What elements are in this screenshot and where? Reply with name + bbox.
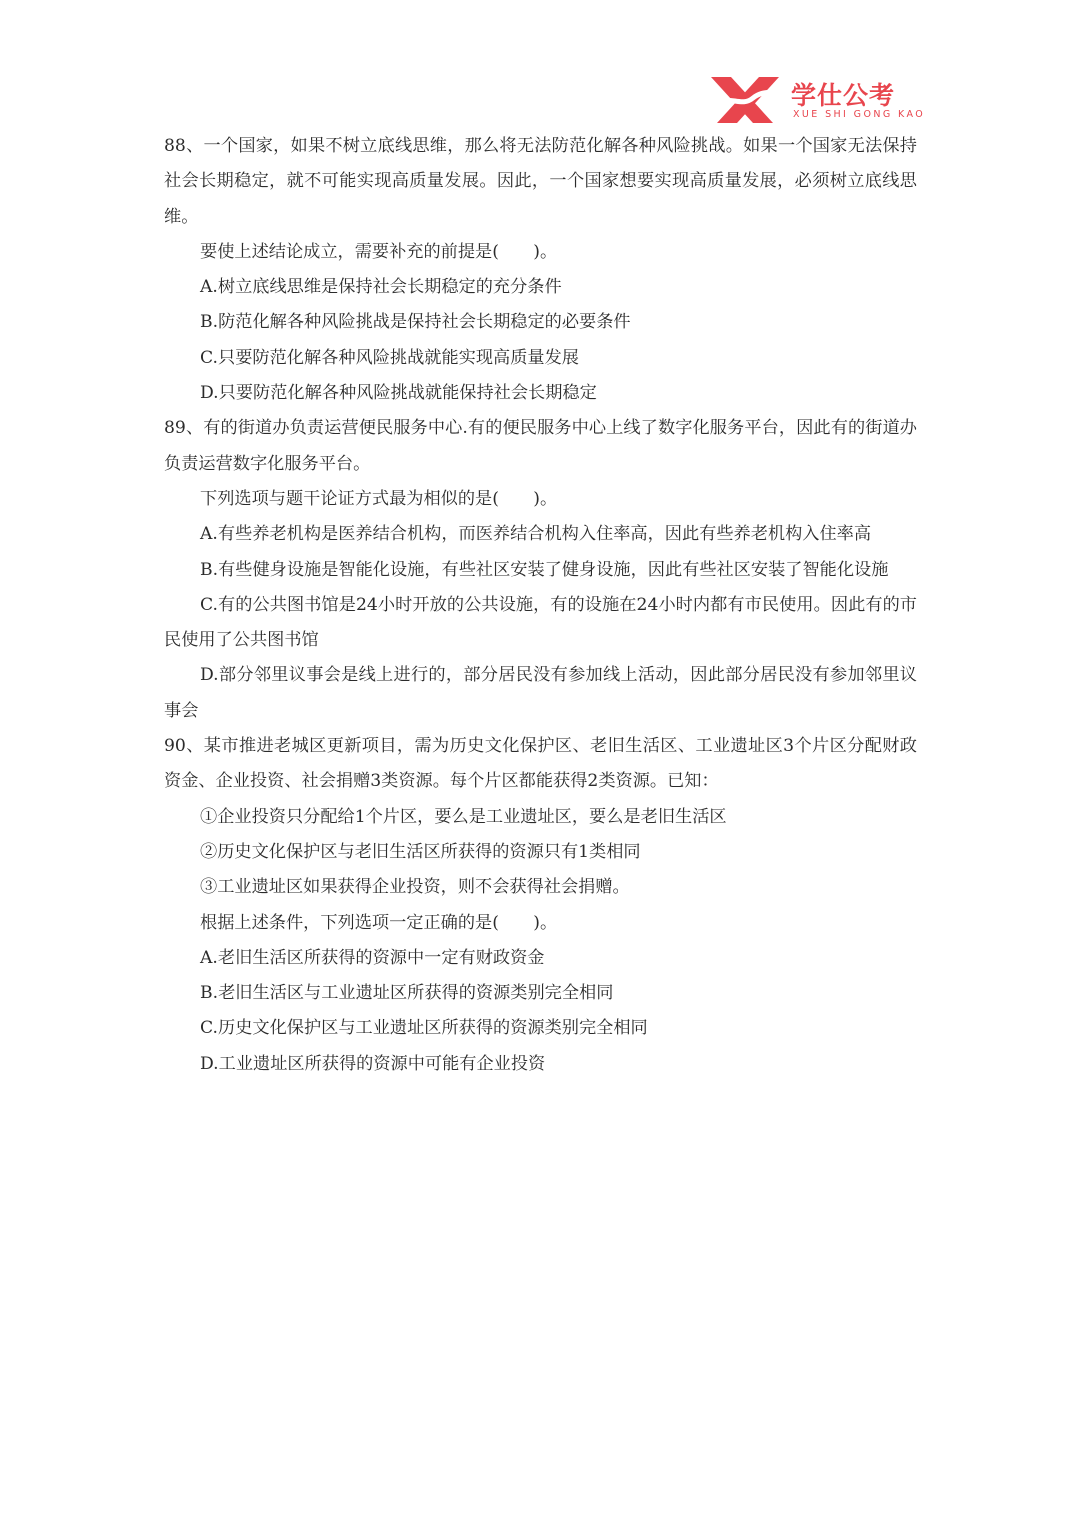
logo-chinese-name: 学仕公考 [791,81,896,110]
question-90-option-b: B.老旧生活区与工业遗址区所获得的资源类别完全相同 [200,983,614,1004]
question-89-option-d: D.部分邻里议事会是线上进行的，部分居民没有参加线上活动，因此部分居民没有参加邻里议事会 [164,665,917,721]
question-90-option-c: C.历史文化保护区与工业遗址区所获得的资源类别完全相同 [200,1018,648,1039]
question-90-condition-1: ①企业投资只分配给1个片区，要么是工业遗址区，要么是老旧生活区 [200,806,727,827]
question-89-option-b: B.有些健身设施是智能化设施，有些社区安装了健身设施，因此有些社区安装了智能化设施 [200,559,889,580]
question-89-prompt: 下列选项与题干论证方式最为相似的是( )。 [200,488,558,509]
question-89-option-c: C.有的公共图书馆是24小时开放的公共设施，有的设施在24小时内都有市民使用。因此有的市民使用了公共图书馆 [164,594,917,651]
question-90-option-d: D.工业遗址区所获得的资源中可能有企业投资 [200,1053,546,1074]
question-88-prompt: 要使上述结论成立，需要补充的前提是( )。 [200,241,558,262]
question-88-option-b: B.防范化解各种风险挑战是保持社会长期稳定的必要条件 [200,312,631,333]
question-90-condition-2: ②历史文化保护区与老旧生活区所获得的资源只有1类相同 [200,841,641,862]
xs-logo-icon [709,74,781,126]
question-90-stem: 90、某市推进老城区更新项目，需为历史文化保护区、老旧生活区、工业遗址区3个片区分配财政资金、企业投资、社会捐赠3类资源。每个片区都能获得2类资源。已知： [164,736,917,792]
brand-logo [709,74,924,126]
question-88-option-c: C.只要防范化解各种风险挑战就能实现高质量发展 [200,347,579,368]
question-88-option-a: A.树立底线思维是保持社会长期稳定的充分条件 [200,277,562,298]
question-89-stem: 89、有的街道办负责运营便民服务中心.有的便民服务中心上线了数字化服务平台，因此有的街道办负责运营数字化服务平台。 [164,418,917,474]
question-90-prompt: 根据上述条件，下列选项一定正确的是( )。 [200,912,558,933]
question-90-option-a: A.老旧生活区所获得的资源中一定有财政资金 [200,947,545,968]
question-88-option-d: D.只要防范化解各种风险挑战就能保持社会长期稳定 [200,383,597,404]
question-90-condition-3: ③工业遗址区如果获得企业投资，则不会获得社会捐赠。 [200,877,630,898]
question-89-option-a: A.有些养老机构是医养结合机构，而医养结合机构入住率高，因此有些养老机构入住率高 [200,524,872,545]
logo-english-name: XUE SHI GONG KAO [793,109,926,120]
question-88-stem: 88、一个国家，如果不树立底线思维，那么将无法防范化解各种风险挑战。如果一个国家无法保持社会长期稳定，就不可能实现高质量发展。因此，一个国家想要实现高质量发展，必须树立底线思维。 [164,136,917,227]
question-content [164,129,917,1082]
